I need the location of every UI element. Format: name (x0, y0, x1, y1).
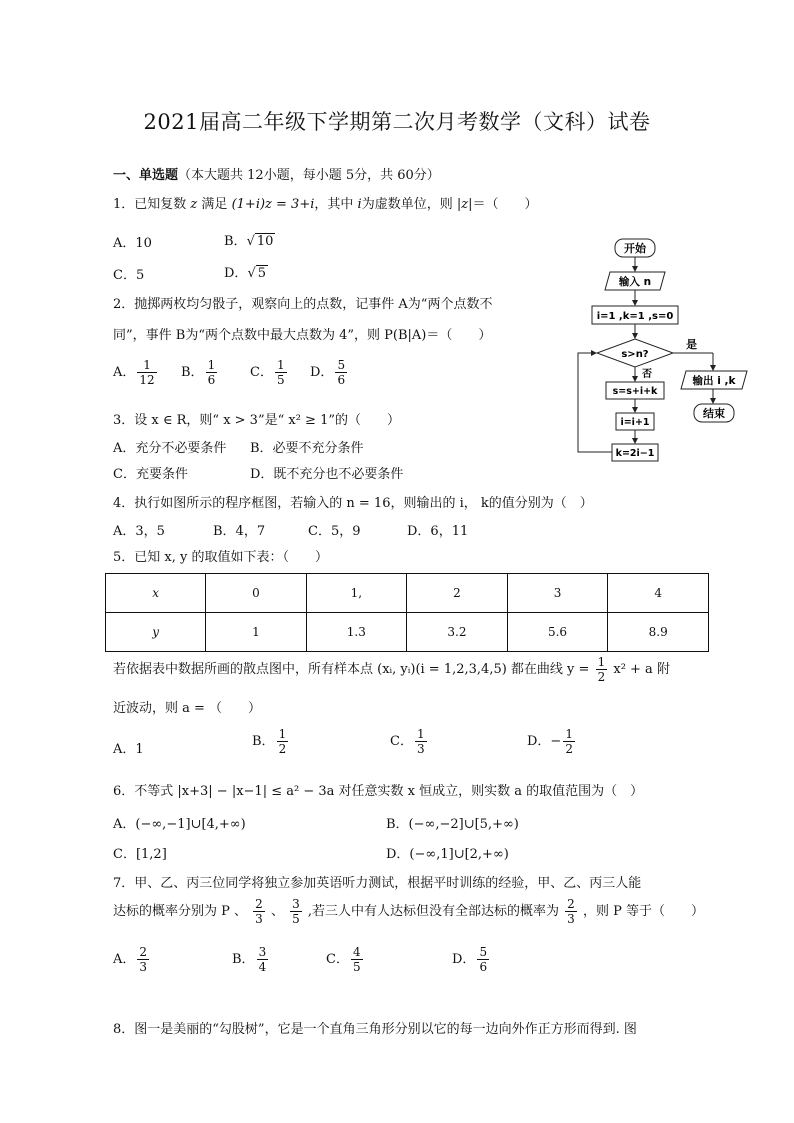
q1-var-z: z (190, 197, 198, 212)
q5-option-c[interactable] (390, 727, 429, 756)
question-5-stem: 5．已知 x, y 的取值如下表：（ ） (113, 550, 328, 565)
q7-text-a: 达标的概率分别为 P 、 (113, 904, 248, 919)
table-cell: 0 (206, 574, 306, 613)
question-4-stem: 4．执行如图所示的程序框图，若输入的 n = 16，则输出的 i， k的值分别为（ ） (113, 496, 593, 511)
q2-option-d[interactable] (310, 358, 349, 387)
numerator: 1 (416, 727, 425, 741)
numerator: 5 (337, 358, 346, 372)
q3-option-b[interactable]: B．必要不充分条件 (250, 441, 364, 456)
numerator: 2 (567, 897, 575, 911)
q2-b-label: B． (181, 365, 204, 380)
q1-b-label: B． (224, 234, 247, 249)
q7-fraction-3 (565, 897, 577, 926)
q5-b-fraction (277, 727, 289, 756)
q1-b-radicand: 10 (256, 234, 274, 249)
q2-option-a[interactable] (113, 358, 159, 387)
q1-text-e: ＝（ ） (472, 197, 538, 212)
q7-fraction-2 (290, 897, 302, 926)
q2-c-label: C． (250, 365, 273, 380)
q1-d-label: D． (224, 266, 248, 281)
question-5-after-line2: 近波动，则 a = （ ） (113, 701, 262, 716)
table-cell: 1.3 (306, 613, 407, 652)
q5-option-b[interactable] (252, 727, 290, 756)
q7-text-b: 、 (270, 904, 284, 919)
q2-option-c[interactable] (250, 358, 289, 387)
denominator: 12 (139, 373, 155, 387)
denominator: 5 (292, 912, 300, 926)
q6-option-b[interactable]: B．(−∞,−2]∪[5,+∞) (386, 817, 519, 832)
denominator: 2 (597, 670, 606, 684)
table-row-x (106, 574, 709, 613)
flow-step2-label: i=i+1 (620, 417, 650, 428)
question-7-line1: 7．甲、乙、丙三位同学将独立参加英语听力测试，根据平时训练的经验，甲、乙、丙三人能 (113, 876, 642, 891)
table-cell: 2 (407, 574, 508, 613)
flow-end-label: 结束 (703, 407, 725, 420)
question-2-line1: 2．抛掷两枚均匀骰子，观察向上的点数，记事件 A为“两个点数不 (113, 297, 493, 312)
q1-c-value: 5 (135, 268, 145, 283)
sqrt-symbol: √ 10 (246, 234, 274, 249)
q1-option-c[interactable] (113, 264, 144, 283)
flow-no-label: 否 (642, 369, 652, 380)
q7-option-b[interactable] (232, 945, 270, 974)
numerator: 2 (255, 897, 263, 911)
q2-option-b[interactable] (181, 358, 219, 387)
q5-d-fraction (563, 727, 575, 756)
q1-var-i: i (357, 197, 362, 212)
section-heading (113, 164, 440, 183)
denominator: 5 (352, 960, 361, 974)
table-cell: 1, (306, 574, 407, 613)
q7-option-c[interactable] (326, 945, 365, 974)
q7-d-fraction (477, 945, 489, 974)
question-2-line2: 同”，事件 B为“两个点数中最大点数为 4”，则 P(B|A)＝（ ） (113, 328, 492, 343)
program-flowchart (570, 232, 760, 462)
section-desc: （本大题共 12小题，每小题 5分，共 60分） (178, 168, 440, 183)
numerator: 5 (479, 945, 488, 959)
q4-option-d[interactable]: D．6，11 (407, 524, 469, 539)
q7-d-label: D． (452, 952, 476, 967)
flow-start-label: 开始 (624, 242, 646, 255)
numerator: 1 (565, 727, 573, 741)
numerator: 1 (137, 358, 156, 373)
flow-input-label: 输入 n (618, 276, 652, 288)
q7-fraction-1 (253, 897, 265, 926)
q5-c-label: C． (390, 734, 413, 749)
question-6-stem: 6．不等式 |x+3| − |x−1| ≤ a² − 3a 对任意实数 x 恒成立，则实数 a 的取值范围为（ ） (113, 784, 644, 799)
flow-step3-label: k=2i−1 (615, 448, 655, 459)
numerator: 1 (597, 655, 606, 669)
q7-text-c: ,若三人中有人达标但没有全部达标的概率为 (307, 904, 560, 919)
table-cell: 1 (206, 613, 306, 652)
q2-d-label: D． (310, 365, 334, 380)
table-header-y: y (106, 613, 206, 652)
table-cell: 3.2 (407, 613, 508, 652)
flow-output-label: 输出 i ,k (692, 375, 736, 387)
q3-option-c[interactable]: C．充要条件 (113, 467, 188, 482)
q2-a-label: A． (113, 365, 136, 380)
numerator: 4 (352, 945, 361, 959)
q5-text-a: 若依据表中数据所画的散点图中，所有样本点 (xᵢ, yᵢ)(i = 1,2,3,4,5) 都在曲线 y = (113, 662, 590, 677)
denominator: 3 (139, 960, 148, 974)
numerator: 3 (292, 897, 300, 911)
denominator: 4 (258, 960, 267, 974)
q5-option-a[interactable] (113, 738, 144, 757)
loop-back-arrow (578, 353, 612, 452)
q5-a-value: 1 (135, 742, 144, 757)
table-row-y (106, 613, 709, 652)
table-cell: 8.9 (608, 613, 709, 652)
q1-text-c: ，其中 (314, 197, 354, 212)
q4-option-c[interactable]: C．5，9 (308, 524, 361, 539)
denominator: 6 (207, 373, 216, 387)
q1-text-a: 1．已知复数 (113, 197, 187, 212)
flow-cond-label: s>n? (621, 349, 649, 360)
denominator: 2 (565, 742, 573, 756)
q1-option-d[interactable] (224, 262, 268, 281)
sqrt-symbol: √ 5 (247, 266, 267, 281)
section-name: 一、单选题 (113, 168, 179, 183)
q6-option-a[interactable]: A．(−∞,−1]∪[4,+∞) (113, 817, 246, 832)
q1-equation: (1+i)z = 3+i (231, 197, 315, 212)
denominator: 3 (255, 912, 263, 926)
q3-option-d[interactable]: D．既不充分也不必要条件 (250, 467, 404, 482)
q6-option-c[interactable]: C．[1,2] (113, 847, 167, 862)
denominator: 6 (479, 960, 488, 974)
q5-option-d[interactable] (527, 727, 577, 756)
numerator: 1 (276, 358, 285, 372)
q7-c-label: C． (326, 952, 349, 967)
q7-option-d[interactable] (452, 945, 491, 974)
q5-half-fraction (596, 655, 608, 684)
q1-text-b: 满足 (201, 197, 228, 212)
q1-option-a[interactable] (113, 232, 152, 251)
q7-b-label: B． (232, 952, 255, 967)
q7-b-fraction (257, 945, 269, 974)
q7-a-fraction (137, 945, 149, 974)
q5-c-fraction (415, 727, 427, 756)
q1-c-label: C． (113, 268, 136, 283)
numerator: 1 (278, 727, 287, 741)
q4-option-a[interactable]: A．3，5 (113, 524, 165, 539)
q7-option-a[interactable] (113, 945, 151, 974)
q4-option-b[interactable]: B．4，7 (213, 524, 266, 539)
q2-d-fraction (335, 358, 347, 387)
q7-text-d: ，则 P 等于（ ） (582, 904, 704, 919)
q2-a-fraction (137, 358, 156, 387)
question-5-after-line1 (113, 655, 670, 684)
flow-step1-label: s=s+i+k (612, 386, 658, 397)
denominator: 5 (276, 373, 285, 387)
q2-c-fraction (275, 358, 287, 387)
table-cell: 5.6 (507, 613, 608, 652)
q5-d-label: D．− (527, 734, 562, 749)
table-cell: 3 (507, 574, 608, 613)
q1-abs-z: |z| (456, 197, 473, 212)
table-header-x: x (106, 574, 206, 613)
q5-b-label: B． (252, 734, 275, 749)
numerator: 2 (139, 945, 148, 959)
question-3-stem: 3．设 x ∈ R，则“ x > 3”是“ x² ≥ 1”的（ ） (113, 413, 400, 428)
q1-option-b[interactable] (224, 230, 275, 249)
question-1-stem (113, 193, 537, 212)
numerator: 3 (258, 945, 267, 959)
q7-a-label: A． (113, 952, 136, 967)
table-cell: 4 (608, 574, 709, 613)
q2-b-fraction (206, 358, 218, 387)
denominator: 2 (278, 742, 287, 756)
q1-text-d: 为虚数单位，则 (361, 197, 453, 212)
q1-d-radicand: 5 (257, 266, 267, 281)
q5-text-b: x² + a 附 (613, 662, 670, 677)
q5-a-label: A． (113, 742, 136, 757)
page-title: 2021届高二年级下学期第二次月考数学（文科）试卷 (143, 110, 651, 134)
q7-c-fraction (351, 945, 363, 974)
q1-a-label: A． (113, 236, 136, 251)
question-8-stem: 8．图一是美丽的“勾股树”，它是一个直角三角形分别以它的每一边向外作正方形而得到. 图 (113, 1022, 637, 1037)
question-7-line2 (113, 897, 704, 926)
denominator: 6 (337, 373, 346, 387)
denominator: 3 (567, 912, 575, 926)
flow-yes-label: 是 (686, 338, 697, 351)
q3-option-a[interactable]: A．充分不必要条件 (113, 441, 227, 456)
q6-option-d[interactable]: D．(−∞,1]∪[2,+∞) (386, 847, 509, 862)
flow-init-label: i=1 ,k=1 ,s=0 (596, 311, 674, 322)
xy-value-table (105, 573, 709, 652)
denominator: 3 (416, 742, 425, 756)
numerator: 1 (207, 358, 216, 372)
q1-a-value: 10 (135, 236, 152, 251)
